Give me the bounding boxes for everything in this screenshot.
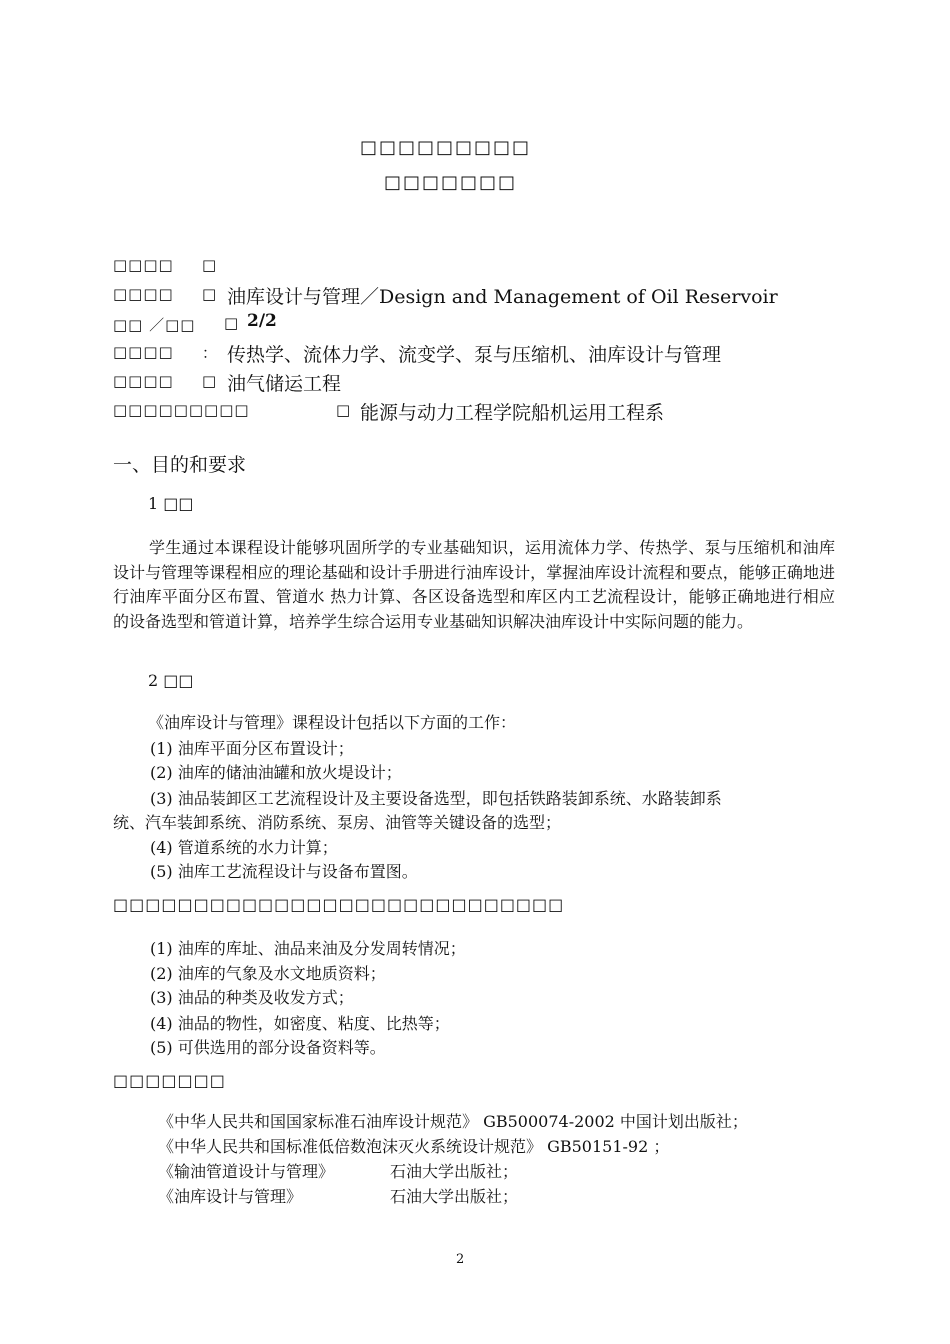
- section-heading-purpose: 一、目的和要求: [113, 454, 247, 476]
- list-item: (4) 油品的物性，如密度、粘度、比热等；: [150, 1014, 450, 1033]
- reference-item: 《中华人民共和国国家标准石油库设计规范》 GB500074-2002 中国计划出版社；: [158, 1112, 748, 1131]
- meta-sep-4: ：: [202, 344, 218, 362]
- department-value: 能源与动力工程学院船机运用工程系: [360, 402, 665, 424]
- credits-value: 2/2: [247, 311, 277, 331]
- reference-item: 《输油管道设计与管理》: [158, 1162, 335, 1181]
- meta-sep-5: □: [202, 372, 217, 390]
- meta-label-5: □□□□: [113, 372, 174, 390]
- meta-sep-6: □: [336, 401, 351, 419]
- meta-label-6: □□□□□□□□□: [113, 401, 250, 419]
- list-item: (3) 油品的种类及收发方式；: [150, 988, 354, 1007]
- prerequisites-value: 传热学、流体力学、流变学、泵与压缩机、油库设计与管理: [227, 344, 722, 366]
- page-number: 2: [456, 1252, 465, 1267]
- subheading-1: 1 □□: [148, 494, 194, 513]
- meta-label-4: □□□□: [113, 343, 174, 361]
- list-item: (2) 油库的储油油罐和放火堤设计；: [150, 763, 402, 782]
- reference-publisher: 石油大学出版社；: [390, 1162, 519, 1181]
- meta-label-3: □□ ／□□: [113, 316, 196, 334]
- list-item: (1) 油库平面分区布置设计；: [150, 739, 354, 758]
- list-item: (2) 油库的气象及水文地质资料；: [150, 964, 386, 983]
- reference-item: 《中华人民共和国标准低倍数泡沫灭火系统设计规范》 GB50151-92 ；: [158, 1137, 670, 1156]
- list-item: (5) 油库工艺流程设计与设备布置图。: [150, 862, 418, 881]
- reference-item: 《油库设计与管理》: [158, 1187, 303, 1206]
- requirements-intro: 《油库设计与管理》课程设计包括以下方面的工作：: [148, 713, 517, 732]
- section-heading-references: □□□□□□□: [113, 1071, 226, 1090]
- document-title-line1: □□□□□□□□□: [360, 137, 532, 158]
- subheading-2: 2 □□: [148, 671, 194, 690]
- section-heading-materials: □□□□□□□□□□□□□□□□□□□□□□□□□□□□: [113, 895, 565, 914]
- list-item: (5) 可供选用的部分设备资料等。: [150, 1038, 386, 1057]
- purpose-paragraph: 学生通过本课程设计能够巩固所学的专业基础知识，运用流体力学、传热学、泵与压缩机和油库设计与管理等课程相应的理论基础和设计手册进行油库设计，掌握油库设计流程和要点，能够正确地进行油库平面分区布置、管道水 热力计算、各区设备选型和库区内工艺流程设计，能够正确地进行相应的设备选型和管道计算，培养学生综合运用专业基础知识解决油库设计中实际问题的能力。: [113, 538, 835, 631]
- reference-publisher: 石油大学出版社；: [390, 1187, 519, 1206]
- meta-label-1: □□□□: [113, 256, 174, 274]
- document-title-line2: □□□□□□□: [384, 172, 518, 193]
- meta-sep-3: □: [224, 314, 239, 332]
- meta-sep-1: □: [202, 256, 217, 274]
- list-item: (4) 管道系统的水力计算；: [150, 838, 338, 857]
- list-item-continuation: 统、汽车装卸系统、消防系统、泵房、油管等关键设备的选型；: [113, 813, 562, 832]
- course-name-value: 油库设计与管理／Design and Management of Oil Reservoir: [227, 286, 778, 308]
- list-item: (3) 油品装卸区工艺流程设计及主要设备选型，即包括铁路装卸系统、水路装卸系: [150, 789, 722, 808]
- meta-label-2: □□□□: [113, 285, 174, 303]
- list-item: (1) 油库的库址、油品来油及分发周转情况；: [150, 939, 466, 958]
- major-value: 油气储运工程: [227, 373, 342, 395]
- meta-sep-2: □: [202, 285, 217, 303]
